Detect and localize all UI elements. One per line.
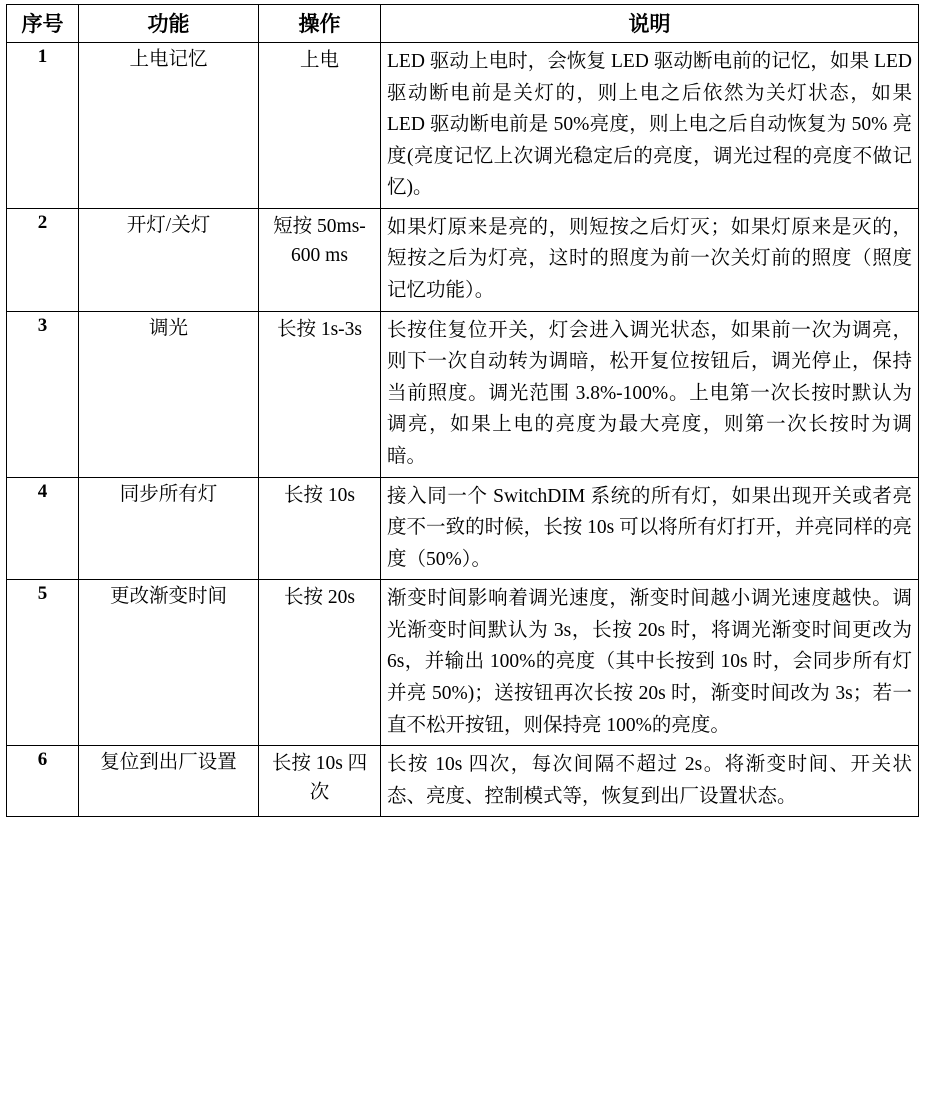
- row-description: 长按住复位开关，灯会进入调光状态，如果前一次为调亮，则下一次自动转为调暗，松开复位按钮后，调光停止，保持当前照度。调光范围 3.8%-100%。上电第一次长按时默认为调亮，如果上电的亮度为最大亮度，则第一次长按时为调暗。: [381, 311, 919, 477]
- row-description: LED 驱动上电时，会恢复 LED 驱动断电前的记忆，如果 LED 驱动断电前是关灯的，则上电之后依然为关灯状态，如果 LED 驱动断电前是 50%亮度，则上电之后自动恢复为 50% 亮度(亮度记忆上次调光稳定后的亮度，调光过程的亮度不做记忆)。: [381, 43, 919, 209]
- row-index: 6: [7, 746, 79, 817]
- header-cell-operation: 操作: [259, 5, 381, 43]
- header-cell-description: 说明: [381, 5, 919, 43]
- table-row: [7, 208, 919, 311]
- row-function: 上电记忆: [79, 43, 259, 209]
- row-index: 2: [7, 208, 79, 311]
- table-row: [7, 43, 919, 209]
- row-description: 如果灯原来是亮的，则短按之后灯灭；如果灯原来是灭的，短按之后为灯亮，这时的照度为前一次关灯前的照度（照度记忆功能）。: [381, 208, 919, 311]
- table-body: [7, 43, 919, 817]
- row-operation: 长按 20s: [259, 580, 381, 746]
- row-index: 3: [7, 311, 79, 477]
- row-function: 开灯/关灯: [79, 208, 259, 311]
- row-operation: 长按 1s-3s: [259, 311, 381, 477]
- row-description: 渐变时间影响着调光速度，渐变时间越小调光速度越快。调光渐变时间默认为 3s，长按 20s 时，将调光渐变时间更改为 6s，并输出 100%的亮度（其中长按到 10s 时，会同步所有灯并亮 50%)；送按钮再次长按 20s 时，渐变时间改为 3s；若一直不松开按钮，则保持亮 100%的亮度。: [381, 580, 919, 746]
- row-description: 接入同一个 SwitchDIM 系统的所有灯，如果出现开关或者亮度不一致的时候，长按 10s 可以将所有灯打开，并亮同样的亮度（50%）。: [381, 477, 919, 580]
- table-header-row: [7, 5, 919, 43]
- row-operation: 上电: [259, 43, 381, 209]
- row-function: 复位到出厂设置: [79, 746, 259, 817]
- function-spec-table: [6, 4, 919, 817]
- row-description: 长按 10s 四次，每次间隔不超过 2s。将渐变时间、开关状态、亮度、控制模式等，恢复到出厂设置状态。: [381, 746, 919, 817]
- row-function: 更改渐变时间: [79, 580, 259, 746]
- table-header: [7, 5, 919, 43]
- table-row: [7, 477, 919, 580]
- table-row: [7, 580, 919, 746]
- row-index: 1: [7, 43, 79, 209]
- row-function: 调光: [79, 311, 259, 477]
- row-index: 5: [7, 580, 79, 746]
- header-cell-no: 序号: [7, 5, 79, 43]
- table-row: [7, 311, 919, 477]
- row-operation: 长按 10s: [259, 477, 381, 580]
- row-operation: 短按 50ms-600 ms: [259, 208, 381, 311]
- row-operation: 长按 10s 四次: [259, 746, 381, 817]
- header-cell-function: 功能: [79, 5, 259, 43]
- row-function: 同步所有灯: [79, 477, 259, 580]
- row-index: 4: [7, 477, 79, 580]
- table-row: [7, 746, 919, 817]
